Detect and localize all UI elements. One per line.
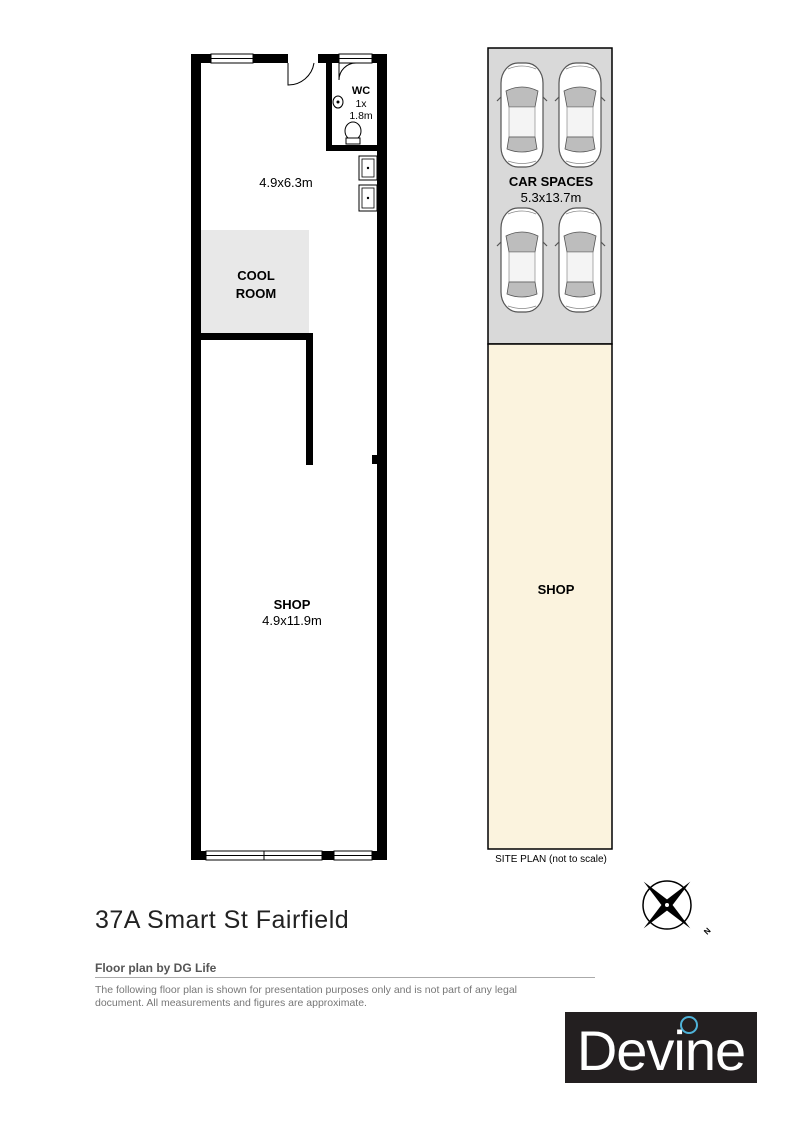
cool-room-label-line1: COOL: [237, 268, 275, 283]
back-room-dims: 4.9x6.3m: [259, 175, 313, 190]
car-icon: [497, 208, 547, 312]
car-icon: [555, 63, 605, 167]
logo-ring-icon: [680, 1016, 698, 1034]
toilet-icon: [345, 122, 361, 144]
sink-icon: [359, 156, 377, 211]
top-door-swing: [288, 63, 314, 85]
cool-room-label-line2: ROOM: [235, 286, 277, 301]
wall-marker: [372, 455, 378, 464]
wc-label: WC: [351, 85, 371, 97]
compass-north-letter: N: [702, 926, 713, 937]
wc-count: 1x: [355, 98, 367, 110]
car-icon: [555, 208, 605, 312]
partition-wall-vertical: [306, 333, 313, 465]
car-spaces-label: CAR SPACES: [508, 174, 594, 189]
property-address: 37A Smart St Fairfield: [95, 906, 350, 934]
site-shop-label: SHOP: [537, 582, 575, 597]
outer-wall-left: [191, 54, 201, 860]
shop-dims: 4.9x11.9m: [262, 613, 322, 628]
logo-brand-text: Devine: [576, 1019, 746, 1082]
site-plan-caption: SITE PLAN (not to scale): [495, 854, 607, 865]
wc-size: 1.8m: [349, 110, 373, 122]
compass-icon: [620, 858, 713, 951]
wc-wall-bottom: [326, 145, 382, 151]
car-spaces-dims: 5.3x13.7m: [520, 190, 582, 205]
car-icon: [497, 63, 547, 167]
outer-wall-right: [377, 54, 387, 860]
floor-plan: [191, 54, 387, 860]
site-plan: [488, 48, 612, 865]
wc-wall-left: [326, 54, 332, 151]
floor-plan-credit: Floor plan by DG Life: [95, 961, 217, 975]
top-door-opening: [288, 54, 318, 63]
devine-logo: [565, 1012, 757, 1083]
disclaimer-text: The following floor plan is shown for presentation purposes only and is not part of any legal document. All measurements and figures are approximate.: [95, 984, 517, 1009]
partition-wall-horizontal: [201, 333, 313, 340]
wc-door-swing: [339, 63, 356, 80]
shop-label: SHOP: [273, 597, 311, 612]
footer-divider: [95, 977, 595, 978]
